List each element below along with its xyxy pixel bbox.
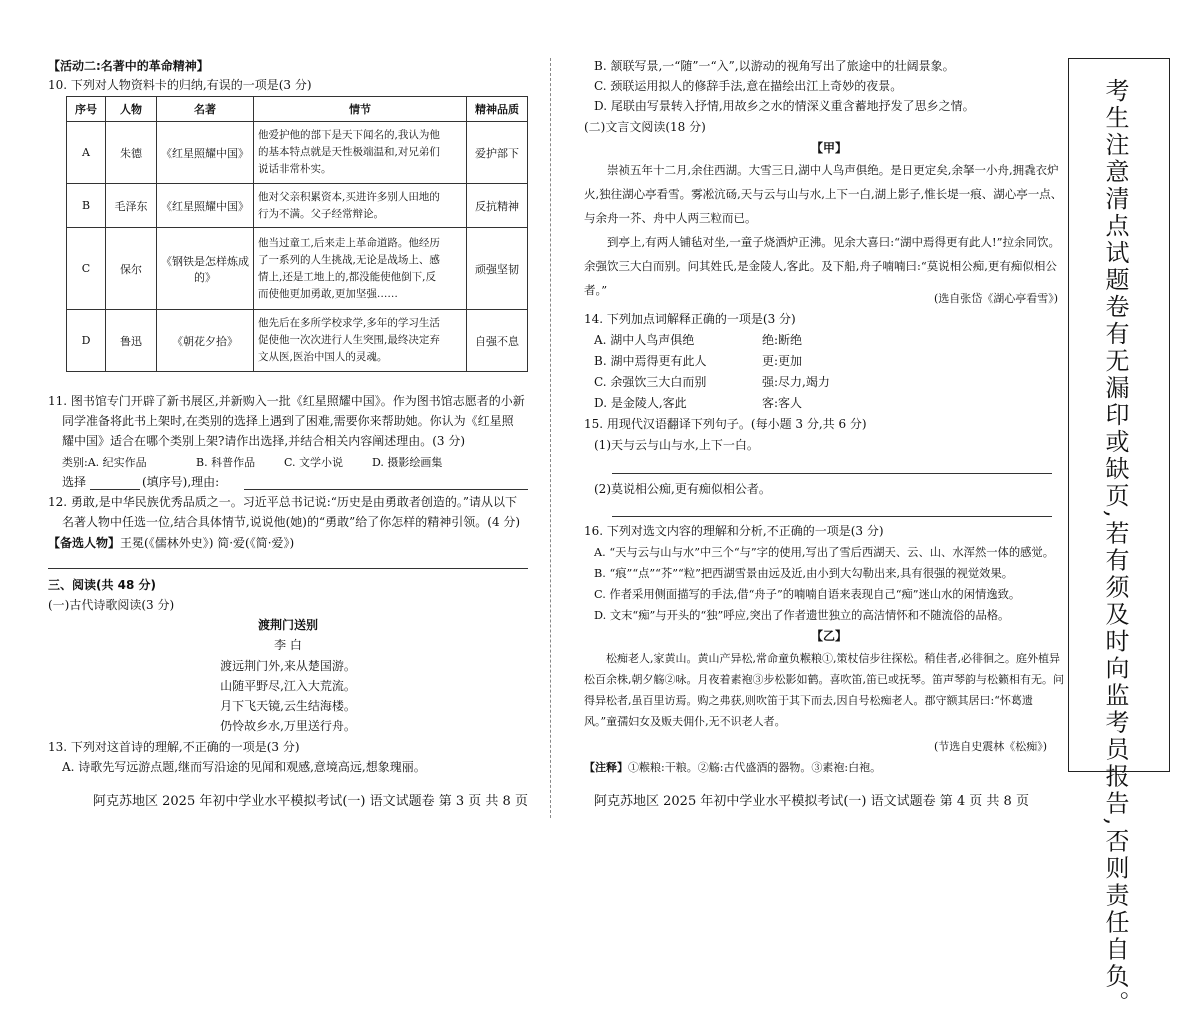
page-3-footer: 阿克苏地区 2025 年初中学业水平模拟考试(一) 语文试题卷 第 3 页 共 8 页 — [93, 794, 528, 809]
q12-answer-line[interactable] — [48, 568, 528, 569]
table-header: 精神品质 — [467, 97, 528, 122]
q14-option-c: C. 余强饮三大白而别 — [594, 375, 707, 389]
passage-jia-p1: 崇祯五年十二月,余住西湖。大雪三日,湖中人鸟声俱绝。是日更定矣,余拏一小舟,拥毳衣炉火,独往湖心亭看雪。雾凇沆砀,天与云与山与水,上下一白,湖上影子,惟长堤一痕、湖心亭一点、与余舟一芥、舟中人两三粒而已。 — [584, 163, 1063, 225]
table-header: 人物 — [106, 97, 157, 122]
row-no: B — [67, 184, 106, 228]
poem-line: 仍怜故乡水,万里送行舟。 — [220, 719, 356, 733]
q14-option-d: D. 是金陵人,客此 — [594, 396, 687, 410]
q14-option-a: A. 湖中人鸟声俱绝 — [594, 333, 695, 347]
row-quality: 自强不息 — [467, 310, 528, 372]
row-no: A — [67, 122, 106, 184]
poem-line: 山随平野尽,江入大荒流。 — [220, 679, 356, 693]
row-plot: 他当过童工,后来走上革命道路。他经历 了一系列的人生挑战,无论是战场上、感 情上,还是工地上的,都没能使他倒下,反 而使他更加勇敢,更加坚强…… — [254, 228, 467, 310]
row-quality: 爱护部下 — [467, 122, 528, 184]
question-11-line: 耀中国》适合在哪个类别上架?请作出选择,并结合相关内容阐述理由。(3 分) — [62, 434, 466, 448]
passage-yi-source: (节选自史震林《松痴》) — [934, 740, 1048, 753]
table-row — [67, 228, 528, 310]
q14-option-d-meaning: 客:客人 — [762, 396, 803, 410]
q15-sentence-1: (1)天与云与山与水,上下一白。 — [594, 438, 759, 452]
poem-line: 渡远荆门外,来从楚国游。 — [220, 659, 356, 673]
q16-option-d: D. 文末“痴”与开头的“独”呼应,突出了作者遗世独立的高洁情怀和不随流俗的品格。 — [594, 609, 1010, 622]
table-header: 名著 — [157, 97, 254, 122]
q15-sentence-2: (2)莫说相公痴,更有痴似相公者。 — [594, 482, 771, 496]
row-plot: 他先后在多所学校求学,多年的学习生活 促使他一次次进行人生突围,最终决定弃 文从医,医治中国人的灵魂。 — [254, 310, 467, 372]
poem-title: 渡荆门送别 — [257, 618, 318, 632]
passage-jia-title: 【甲】 — [810, 141, 847, 155]
q11-reason-blank[interactable] — [244, 489, 528, 490]
passage-jia-source: (选自张岱《湖心亭看雪》) — [934, 292, 1059, 305]
question-15: 15. 用现代汉语翻译下列句子。(每小题 3 分,共 6 分) — [584, 417, 867, 431]
annotation: 【注释】①糇粮:干粮。②觞:古代盛酒的器物。③素袍:白袍。 — [584, 761, 882, 774]
question-12-line: 名著人物中任选一位,结合具体情节,说说他(她)的“勇敢”给了你怎样的精神引领。(4 分) — [62, 515, 521, 529]
q11-select-label: 选择 — [62, 475, 87, 489]
question-11-line: 同学准备将此书上架时,在类别的选择上遇到了困难,需要你来帮助她。你认为《红星照 — [62, 414, 514, 428]
q13-option-c: C. 颈联运用拟人的修辞手法,意在描绘出江上奇妙的夜景。 — [594, 79, 903, 93]
row-book: 《朝花夕拾》 — [157, 310, 254, 372]
row-quality: 反抗精神 — [467, 184, 528, 228]
row-person: 朱德 — [106, 122, 157, 184]
column-divider — [550, 58, 551, 818]
q13-option-b: B. 颔联写景,一“随”一“入”,以游动的视角写出了旅途中的壮阔景象。 — [594, 59, 955, 73]
row-book: 《钢铁是怎样炼成的》 — [157, 228, 254, 310]
table-row — [67, 310, 528, 372]
activity-heading: 【活动二:名著中的革命精神】 — [48, 59, 209, 73]
character-table — [66, 96, 528, 372]
q11-option: 类别:A. 纪实作品 — [62, 456, 147, 469]
question-12-line: 12. 勇敢,是中华民族优秀品质之一。习近平总书记说:“历史是由勇敢者创造的。”请从以下 — [48, 495, 518, 509]
row-plot: 他对父亲积累资本,买进许多别人田地的 行为不满。父子经常辩论。 — [254, 184, 467, 228]
exam-notice: 考生注意清点试题卷有无漏印或缺页,若有须及时向监考员报告,否则责任自负。 — [1101, 78, 1129, 1017]
q16-option-b: B. “痕”“点”“芥”“粒”把西湖雪景由远及近,由小到大勾勒出来,具有很强的视觉效果。 — [594, 567, 1014, 580]
row-no: D — [67, 310, 106, 372]
row-plot: 他爱护他的部下是天下闻名的,我认为他 的基本特点就是天性极端温和,对兄弟们 说话非常朴实。 — [254, 122, 467, 184]
page-4-footer: 阿克苏地区 2025 年初中学业水平模拟考试(一) 语文试题卷 第 4 页 共 8 页 — [594, 794, 1029, 809]
section-3-1-heading: (一)古代诗歌阅读(3 分) — [48, 598, 175, 612]
passage-jia-p2: 到亭上,有两人铺毡对坐,一童子烧酒炉正沸。见余大喜曰:“湖中焉得更有此人!”拉余同饮。余强饮三大白而别。问其姓氏,是金陵人,客此。及下船,舟子喃喃曰:“莫说相公痴,更有痴似相公者。” — [584, 235, 1061, 297]
q14-option-b-meaning: 更:更加 — [762, 354, 803, 368]
q12-candidates: 【备选人物】王冕(《儒林外史》) 简·爱(《简·爱》) — [48, 536, 295, 550]
table-row — [67, 122, 528, 184]
q11-reason-label: (填序号),理由: — [142, 475, 220, 489]
q11-option: B. 科普作品 — [196, 456, 256, 469]
passage-yi: 松痴老人,家黄山。黄山产异松,常命童负糇粮①,策杖信步往探松。稍佳者,必徘徊之。庭外植异松百余株,朝夕觞②咏。月夜着素袍③步松影如鹤。喜吹笛,笛已或抚琴。笛声琴韵与松籁相有无。问得异松者,虽百里访焉。购之弗获,则吹笛于其下而去,因自号松痴老人。郡守额其居曰:“怀葛遗风。”童孺妇女及贩夫佣仆,无不识老人者。 — [584, 652, 1064, 728]
q11-choice-blank[interactable] — [90, 489, 140, 490]
q14-option-c-meaning: 强:尽力,竭力 — [762, 375, 830, 389]
question-10: 10. 下列对人物资料卡的归纳,有误的一项是(3 分) — [48, 78, 312, 92]
table-header: 序号 — [67, 97, 106, 122]
row-person: 保尔 — [106, 228, 157, 310]
row-no: C — [67, 228, 106, 310]
row-person: 鲁迅 — [106, 310, 157, 372]
question-14: 14. 下列加点词解释正确的一项是(3 分) — [584, 312, 796, 326]
q15-answer-line-2[interactable] — [612, 516, 1052, 517]
row-person: 毛泽东 — [106, 184, 157, 228]
question-13: 13. 下列对这首诗的理解,不正确的一项是(3 分) — [48, 740, 300, 754]
row-quality: 顽强坚韧 — [467, 228, 528, 310]
table-header: 情节 — [254, 97, 467, 122]
q13-option-a: A. 诗歌先写远游点题,继而写沿途的见闻和观感,意境高远,想象瑰丽。 — [62, 760, 426, 774]
section-3-heading: 三、阅读(共 48 分) — [48, 578, 157, 592]
row-book: 《红星照耀中国》 — [157, 184, 254, 228]
table-row — [67, 184, 528, 228]
q13-option-d: D. 尾联由写景转入抒情,用故乡之水的情深义重含蓄地抒发了思乡之情。 — [594, 99, 975, 113]
question-16: 16. 下列对选文内容的理解和分析,不正确的一项是(3 分) — [584, 524, 884, 538]
passage-yi-title: 【乙】 — [810, 629, 847, 643]
poem-author: 李 白 — [274, 638, 302, 652]
q14-option-b: B. 湖中焉得更有此人 — [594, 354, 707, 368]
row-book: 《红星照耀中国》 — [157, 122, 254, 184]
q15-answer-line-1[interactable] — [612, 473, 1052, 474]
q11-option: D. 摄影绘画集 — [372, 456, 443, 469]
q14-option-a-meaning: 绝:断绝 — [762, 333, 803, 347]
poem-line: 月下飞天镜,云生结海楼。 — [220, 699, 356, 713]
section-3-2-heading: (二)文言文阅读(18 分) — [584, 120, 706, 134]
q16-option-c: C. 作者采用侧面描写的手法,借“舟子”的喃喃自语来表现自己“痴”迷山水的闲情逸致。 — [594, 588, 1021, 601]
question-11-line: 11. 图书馆专门开辟了新书展区,并新购入一批《红星照耀中国》。作为图书馆志愿者的小新 — [48, 394, 525, 408]
q16-option-a: A. “天与云与山与水”中三个“与”字的使用,写出了雪后西湖天、云、山、水浑然一体的感觉。 — [594, 546, 1055, 559]
q11-option: C. 文学小说 — [284, 456, 344, 469]
